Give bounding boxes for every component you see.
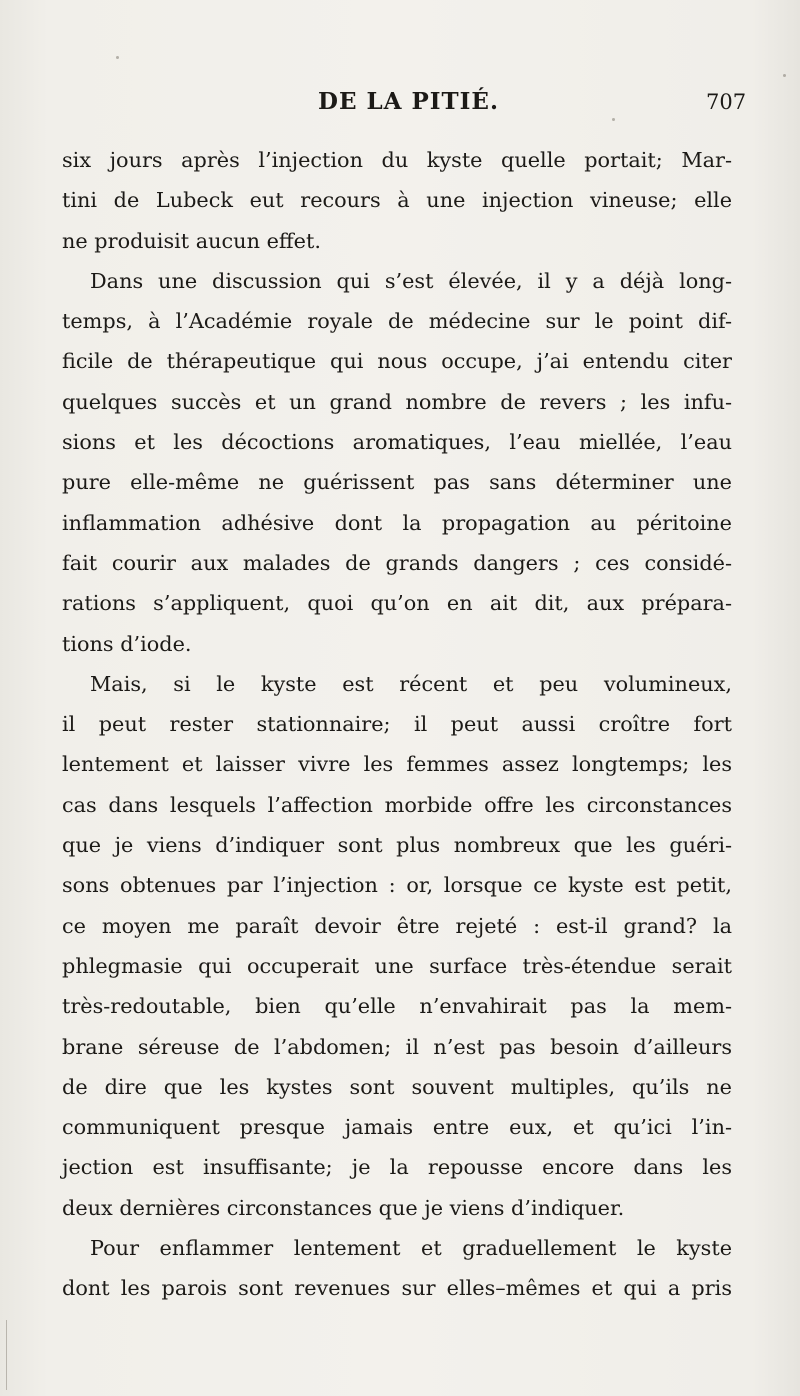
page-header — [0, 88, 800, 128]
text-line: ne produisit aucun effet. — [62, 228, 321, 253]
text-line: rations s’appliquent, quoi qu’on en ait dit, aux prépara- — [62, 591, 732, 616]
text-line: inflammation adhésive dont la propagation au péritoine — [62, 510, 732, 535]
text-line: brane séreuse de l’abdomen; il n’est pas besoin d’ailleurs — [62, 1034, 732, 1059]
text-line: lentement et laisser vivre les femmes assez longtemps; les — [62, 752, 732, 777]
text-line: jection est insuffisante; je la repousse encore dans les — [62, 1155, 732, 1180]
text-line: deux dernières circonstances que je viens d’indiquer. — [62, 1195, 625, 1220]
text-line: fait courir aux malades de grands dangers ; ces considé- — [62, 550, 732, 575]
text-line: quelques succès et un grand nombre de revers ; les infu- — [62, 389, 732, 414]
text-line: six jours après l’injection du kyste quelle portait; Mar- — [62, 148, 732, 172]
text-line: tini de Lubeck eut recours à une injection vineuse; elle — [62, 188, 732, 213]
text-line: que je viens d’indiquer sont plus nombreux que les guéri- — [62, 833, 732, 858]
text-line: Dans une discussion qui s’est élevée, il y a déjà long- — [90, 268, 732, 293]
text-line: ficile de thérapeutique qui nous occupe, j’ai entendu citer — [62, 349, 732, 374]
text-line: pure elle-même ne guérissent pas sans déterminer une — [62, 470, 732, 495]
text-line: phlegmasie qui occuperait une surface très-étendue serait — [62, 953, 732, 978]
text-line: Pour enflammer lentement et graduellement le kyste — [90, 1236, 732, 1261]
running-title: DE LA PITIÉ. — [318, 88, 499, 115]
text-line: de dire que les kystes sont souvent multiples, qu’ils ne — [62, 1074, 732, 1099]
text-line: Mais, si le kyste est récent et peu volumineux, — [90, 671, 732, 696]
body-text — [62, 140, 732, 1309]
text-line: temps, à l’Académie royale de médecine sur le point dif- — [62, 309, 732, 334]
text-line: cas dans lesquels l’affection morbide offre les circonstances — [62, 792, 732, 817]
paper-speck — [612, 118, 615, 121]
text-line: il peut rester stationnaire; il peut aussi croître fort — [62, 712, 732, 737]
paper-speck — [783, 74, 786, 77]
text-line: ce moyen me paraît devoir être rejeté : est-il grand? la — [62, 913, 732, 938]
text-line: sons obtenues par l’injection : or, lorsque ce kyste est petit, — [62, 873, 732, 898]
text-line: tions d’iode. — [62, 631, 192, 656]
page-number: 707 — [706, 90, 747, 114]
text-line: très-redoutable, bien qu’elle n’envahirait pas la mem- — [62, 994, 732, 1019]
text-line: sions et les décoctions aromatiques, l’eau miellée, l’eau — [62, 430, 732, 455]
paper-speck — [116, 56, 119, 59]
text-line: dont les parois sont revenues sur elles–mêmes et qui a pris — [62, 1276, 732, 1301]
text-line: communiquent presque jamais entre eux, et qu’ici l’in- — [62, 1115, 732, 1140]
page-edge-mark — [6, 1320, 7, 1390]
